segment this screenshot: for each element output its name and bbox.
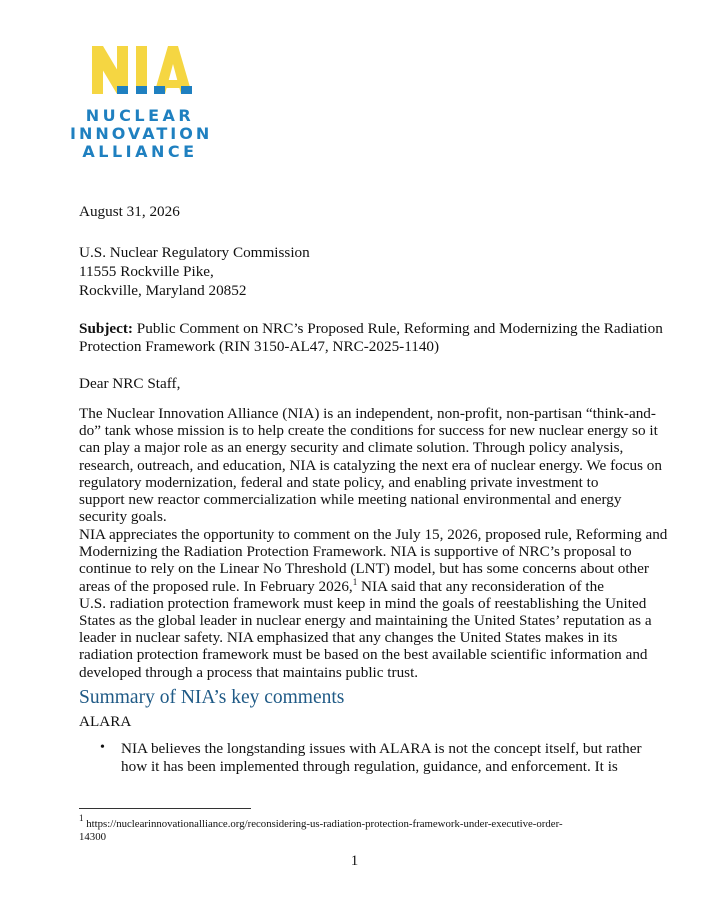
- paragraph-line: security goals.: [79, 508, 167, 526]
- address-line: 11555 Rockville Pike,: [79, 263, 214, 280]
- footnote-divider: [79, 808, 251, 809]
- subject-text-line: Protection Framework (RIN 3150-AL47, NRC-2025-1140): [79, 338, 440, 355]
- comment-paragraph: [79, 526, 668, 681]
- bullet-line: how it has been implemented through regulation, guidance, and enforcement. It is: [121, 758, 618, 775]
- paragraph-line: Modernizing the Radiation Protection Framework. NIA is supportive of NRC’s proposal to: [79, 543, 632, 561]
- address-line: Rockville, Maryland 20852: [79, 282, 247, 299]
- paragraph-fragment: areas of the proposed rule. In February 2026,: [79, 577, 353, 595]
- logo-text-nuclear: NUCLEAR: [85, 106, 195, 125]
- page-number: 1: [350, 853, 359, 869]
- footnote-mark: 1: [79, 813, 84, 823]
- footnote-link[interactable]: https://nuclearinnovationalliance.org/reconsidering-us-radiation-protection-framework-under-executive-order-: [83, 818, 563, 830]
- paragraph-line: leader in nuclear safety. NIA emphasized that any changes the United States makes in its: [79, 629, 618, 647]
- paragraph-line: support new reactor commercialization while meeting national environmental and energy: [79, 491, 622, 509]
- paragraph-line: can play a major role as an energy security and climate solution. Through policy analysis,: [79, 439, 624, 457]
- intro-paragraph: [79, 405, 662, 526]
- address-line: U.S. Nuclear Regulatory Commission: [79, 244, 310, 261]
- paragraph-line: do” tank whose mission is to help create the conditions for success for new nuclear energy so it: [79, 422, 658, 440]
- nia-logo: [70, 40, 213, 161]
- logo-text-innovation: INNOVATION: [70, 124, 213, 143]
- subject-block: [79, 320, 663, 356]
- paragraph-line: The Nuclear Innovation Alliance (NIA) is an independent, non-profit, non-partisan “think-and-: [79, 405, 656, 422]
- recipient-address: [79, 243, 639, 300]
- bullet-line: NIA believes the longstanding issues with ALARA is not the concept itself, but rather: [121, 740, 642, 757]
- paragraph-line-with-footnote: [79, 578, 639, 595]
- paragraph-line: States as the global leader in nuclear energy and maintaining the United States’ reputation as a: [79, 612, 652, 630]
- bullet-item: [121, 740, 641, 776]
- nia-logo-mark: [88, 40, 192, 102]
- paragraph-line: regulatory modernization, federal and state policy, and enabling private investment to: [79, 473, 599, 491]
- salutation: Dear NRC Staff,: [79, 375, 181, 392]
- paragraph-fragment: NIA said that any reconsideration of the: [357, 577, 604, 595]
- paragraph-line: developed through a process that maintains public trust.: [79, 663, 419, 681]
- subject-label: Subject:: [79, 320, 133, 337]
- letter-date: August 31, 2026: [79, 203, 180, 220]
- footnote-link-continued[interactable]: 14300: [79, 831, 106, 843]
- footnote-reference[interactable]: 1: [352, 576, 358, 587]
- paragraph-line: continue to rely on the Linear No Threshold (LNT) model, but has some concerns about other: [79, 560, 649, 578]
- paragraph-line: NIA appreciates the opportunity to comment on the July 15, 2026, proposed rule, Reforming and: [79, 526, 668, 543]
- paragraph-line: U.S. radiation protection framework must keep in mind the goals of reestablishing the United: [79, 594, 647, 612]
- paragraph-line: radiation protection framework must be based on the best available scientific information and: [79, 646, 648, 664]
- section-subheading: ALARA: [79, 713, 132, 730]
- bullet-icon: •: [100, 740, 105, 755]
- logo-text-alliance: ALLIANCE: [82, 142, 198, 161]
- paragraph-line: research, outreach, and education, NIA is catalyzing the next era of nuclear energy. We focus on: [79, 456, 662, 474]
- subject-text-line: Public Comment on NRC’s Proposed Rule, Reforming and Modernizing the Radiation: [136, 320, 663, 337]
- section-heading: Summary of NIA’s key comments: [79, 687, 345, 708]
- footnote: [79, 813, 639, 844]
